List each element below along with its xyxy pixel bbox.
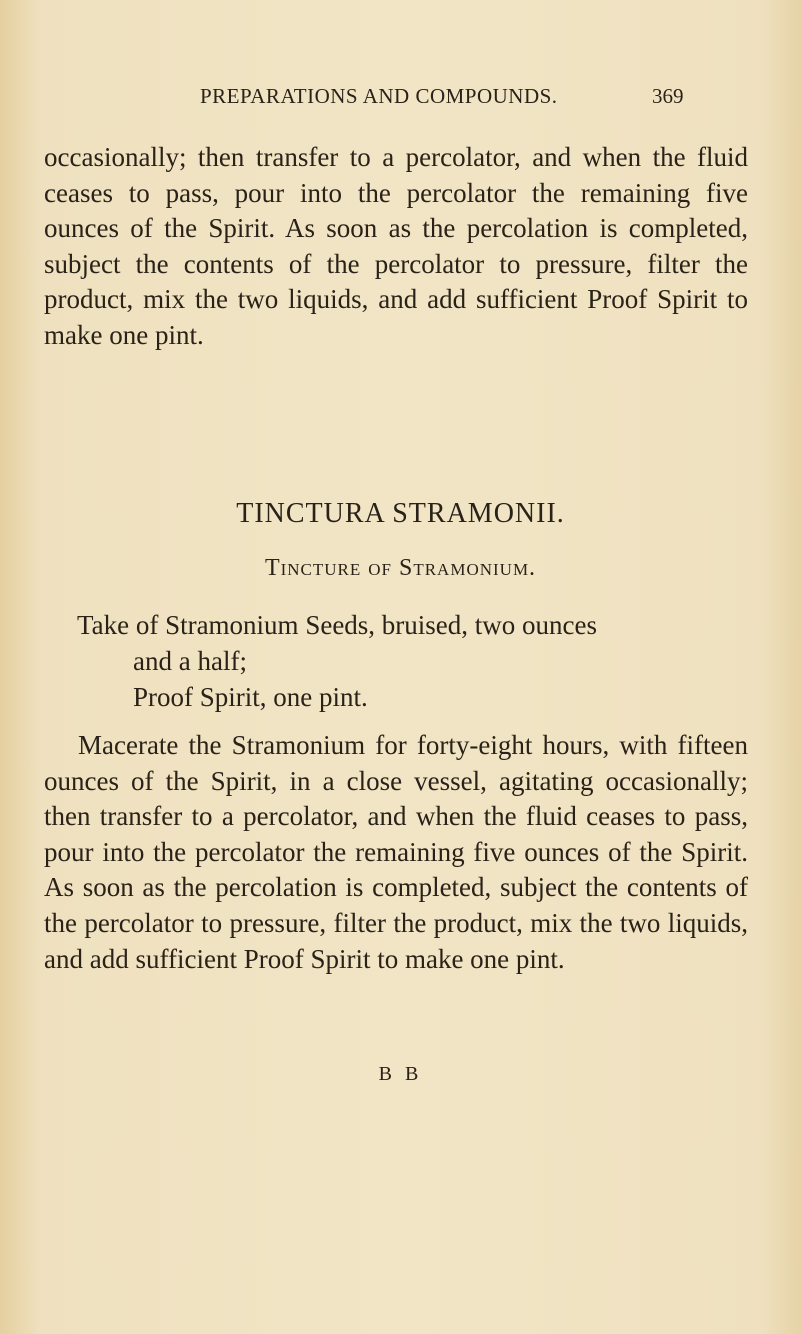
page-number: 369: [652, 84, 684, 108]
section-subtitle: Tincture of Stramonium.: [264, 555, 537, 581]
section-title: TINCTURA STRAMONII.: [236, 498, 565, 529]
page-header: [0, 84, 801, 114]
ingredient-line-2: and a half;: [133, 646, 247, 676]
ingredient-line-1: Take of Stramonium Seeds, bruised, two ounces: [77, 610, 598, 640]
running-head: PREPARATIONS AND COMPOUNDS.: [200, 84, 558, 108]
method-paragraph: Macerate the Stramonium for forty-eight hours, with fifteen ounces of the Spirit, in a close vessel, agitating occasionally; then transfer to a percolator, and when the fluid ceases to pass, pour into the percolator the remaining five ounces of the Spirit. As soon as the percolation is completed, subject the contents of the percolator to pressure, filter the product, mix the two liquids, and add sufficient Proof Spirit to make one pint.: [44, 730, 748, 974]
continuation-paragraph: occasionally; then transfer to a percolator, and when the fluid ceases to pass, pour into the percolator the remaining five ounces of the Spirit. As soon as the percolation is completed, subject the contents of the percolator to pressure, filter the product, mix the two liquids, and add sufficient Proof Spirit to make one pint.: [44, 142, 748, 350]
signature-mark: B B: [378, 1063, 423, 1085]
ingredient-line-3: Proof Spirit, one pint.: [133, 682, 368, 712]
